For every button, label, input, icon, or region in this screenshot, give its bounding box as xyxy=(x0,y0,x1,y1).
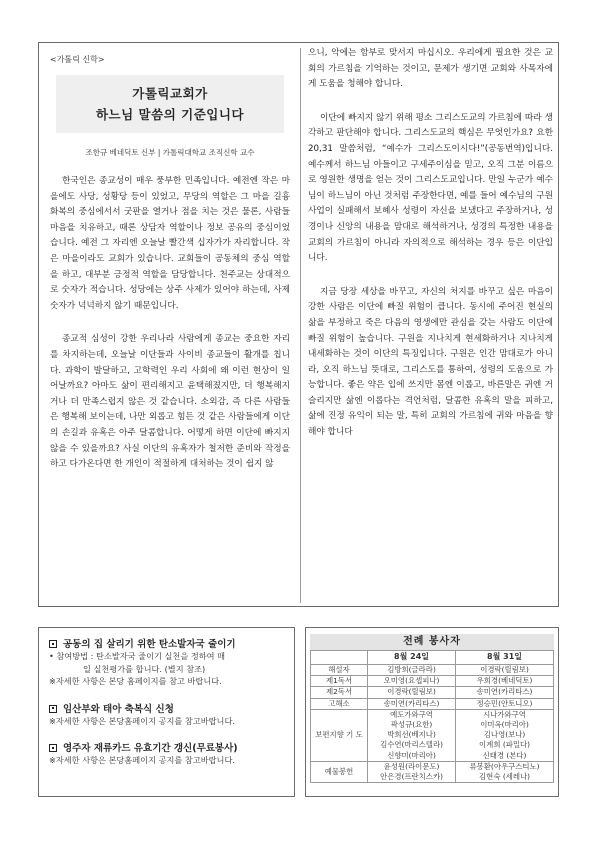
square-bullet-icon xyxy=(49,705,57,713)
notice-title: 공동의 집 살리기 위한 탄소발자국 줄이기 xyxy=(49,636,284,650)
roster-assignee xyxy=(368,665,456,676)
roster-name: 신태경 (본다) xyxy=(482,750,527,760)
roster-name: 김나영(보나) xyxy=(483,730,526,740)
roster-assignee xyxy=(456,665,554,676)
roster-row xyxy=(311,665,554,676)
roster-role: 고해소 xyxy=(311,698,368,709)
roster-header-date: 8월 24일 xyxy=(368,651,456,665)
notice-detail: • 참여방법 : 탄소발자국 줄이기 실천을 정하여 매 xyxy=(49,651,226,661)
roster-assignee xyxy=(368,709,456,761)
notice-title: 임산부와 태아 축복식 신청 xyxy=(49,701,284,715)
roster-assignee xyxy=(368,761,456,782)
roster-name: 이경락(릴림보) xyxy=(387,687,436,697)
liturgy-roster-panel xyxy=(305,627,559,797)
article-paragraph: 지금 당장 세상을 바꾸고, 자신의 처지를 바꾸고 싶은 마음이 강한 사람은 이단에 빠질 위험이 큽니다. 동시에 주어진 현실의 삶을 부정하고 죽은 다음의 영생에만 관심을 갖는 사람도 이단에 빠질 위험이 높습니다. 구원을 지나치게 현세화하거나 지나치게 내세화하는 것이 이단의 특징입니다. 구원은 인간 맘대로가 아니라, 오직 하느님 뜻대로, 그리스도를 통하여, 성령의 도움으로 가능합니다. 좋은 약은 입에 쓰지만 몸엔 이롭고, 바른말은 귀엔 거슬리지만 삶엔 이롭다는 격언처럼, 달콤한 유혹의 말을 피하고, 삶에 진정 유익이 되는 말, 특히 교회의 가르침에 귀와 마음을 향해야 합니다 xyxy=(308,286,553,438)
article-title-line-2: 하느님 말씀의 기준입니다 xyxy=(95,107,245,122)
article-right-column xyxy=(308,46,553,441)
article-title-box xyxy=(56,75,284,133)
roster-name: 송미연(카리타스) xyxy=(383,698,440,708)
roster-title: 전례 봉사자 xyxy=(310,634,554,650)
notice-panel xyxy=(38,627,295,797)
roster-role: 제1독서 xyxy=(311,676,368,687)
roster-role: 제2독서 xyxy=(311,687,368,698)
roster-role: 해설자 xyxy=(311,665,368,676)
roster-name: 신향미(마리아) xyxy=(387,750,436,760)
roster-assignee xyxy=(456,687,554,698)
notice-title: 영주자 재류카드 유효기간 갱신(무료봉사) xyxy=(49,740,284,754)
notice-detail: ※자세한 사항은 본당홈페이지 공지를 참고바랍니다. xyxy=(49,715,235,726)
article-category-tag: <가톨릭 신학> xyxy=(50,55,105,64)
roster-header-date: 8월 31일 xyxy=(456,651,554,665)
roster-name: 이미옥(마리아) xyxy=(480,720,529,730)
roster-assignee xyxy=(368,687,456,698)
roster-name: 김방희(글라라) xyxy=(387,665,436,674)
article-title-line-1: 가톨릭교회가 xyxy=(132,86,208,101)
roster-assignee xyxy=(368,676,456,687)
roster-name: 우희경(베네딕토) xyxy=(476,676,533,686)
roster-name: 정승민(안토니오) xyxy=(476,698,533,708)
roster-name: 박희선(베지나) xyxy=(387,730,436,740)
roster-row xyxy=(311,761,554,782)
roster-name: 김현숙 (세레나) xyxy=(479,772,530,782)
roster-name: 이계희 (파밀다) xyxy=(479,740,530,750)
notice-detail: 일 실천평가를 합니다. (별지 참조) xyxy=(83,663,206,674)
roster-role: 예물봉헌 xyxy=(311,761,368,782)
article-paragraph: 한국인은 종교성이 매우 풍부한 민족입니다. 예전엔 작은 마을에도 사당, 성황당 등이 있었고, 무당의 역할은 그 마을 길흉화복의 중심에서서 굿판을 열거나 점을 치는 것은 물론, 사람들 마음을 치유하고, 때론 상담자 역할이나 정보 공유의 중심이었습니다. 예전 그 자리엔 오늘날 빨간색 십자가가 자리합니다. 작은 마을이라도 교회가 있습니다. 교회들이 공동체의 중심 역할을 하고, 대부분 긍정적 역할을 담당합니다. 천주교는 상대적으로 숫자가 적습니다. 성당에는 상주 사제가 있어야 하는데, 사제 숫자가 넉넉하지 않기 때문입니다. xyxy=(50,176,290,311)
roster-assignee xyxy=(456,676,554,687)
square-bullet-icon xyxy=(49,744,57,752)
roster-name: 곽성규(요한) xyxy=(390,720,433,730)
roster-assignee xyxy=(456,698,554,709)
article-author: 조한규 베네딕토 신부 | 가톨릭대학교 조직신학 교수 xyxy=(85,148,255,157)
roster-name: 예도가와구역 xyxy=(390,709,433,719)
article-paragraph: 으니, 악에는 함부로 맞서지 마십시오. 우리에게 필요한 것은 교회의 가르침을 기억하는 것이고, 문제가 생기면 교회와 사목자에게 도움을 청해야 합니다. xyxy=(308,48,553,90)
article-paragraph: 종교적 심성이 강한 우리나라 사람에게 종교는 중요한 자리를 차지하는데, 오늘날 이단들과 사이비 종교들이 활개를 칩니다. 과학이 발달하고, 고학력인 우리 사회에 왜 이런 현상이 일어날까요? 아마도 삶이 편리해지고 윤택해졌지만, 더 행복해지거나 더 만족스럽지 않은 것 같습니다. 소외감, 즉 다른 사람들은 행복해 보이는데, 나만 외롭고 힘든 것 같은 사람들에게 이단의 손길과 유혹은 아주 달콤합니다. 어떻게 하면 이단에 빠지지 않을 수 있을까요? 사실 이단의 유혹자가 철저한 준비와 작정을 하고 다가온다면 한 개인이 적절하게 대처하는 것이 쉽지 않 xyxy=(50,334,290,470)
roster-row xyxy=(311,709,554,761)
roster-assignee xyxy=(368,698,456,709)
notice-detail: ※자세한 사항은 본당홈페이지 공지를 참고바랍니다. xyxy=(49,755,235,765)
roster-table xyxy=(310,650,554,783)
column-divider xyxy=(300,48,301,603)
roster-row xyxy=(311,687,554,698)
roster-name: 송미연(카리타스) xyxy=(476,687,533,697)
notice-detail: ※자세한 사항은 본당 홈페이지를 참고 바랍니다. xyxy=(49,676,222,686)
roster-name: 윤성원(라이문도) xyxy=(383,761,440,771)
roster-name: 시나가와구역 xyxy=(483,709,526,719)
roster-assignee xyxy=(456,709,554,761)
roster-name: 이경락(릴림보) xyxy=(480,665,529,674)
article-paragraph: 이단에 빠지지 않기 위해 평소 그리스도교의 가르침에 따라 생각하고 판단해야 합니다. 그리스도교의 핵심은 무엇인가요? 요한 20,31 말씀처럼, “예수가 그리스도이시다!”(공동번역)입니다. 예수께서 하느님 아들이고 구세주이심을 믿고, 오직 그분 이름으로 영원한 생명을 얻는 것이 그리스도교입니다. 만일 누군가 예수님이 하느님이 아닌 것처럼 주장한다면, 예를 들어 예수님의 구원 사업이 실패해서 보혜사 성령이 자신을 보냈다고 주장하거나, 성경이나 신앙의 내용을 맘대로 해석하거나, 성경의 특정한 내용을 교회의 가르침이 아니라 자의적으로 해석하는 경우 등은 이단입니다. xyxy=(308,112,553,264)
square-bullet-icon xyxy=(49,640,57,648)
roster-assignee xyxy=(456,761,554,782)
roster-name: 김수연(마리스텔라) xyxy=(380,740,443,750)
roster-name: 오미영(요셉피나) xyxy=(383,676,440,686)
article-left-column xyxy=(50,46,290,473)
roster-role: 보편지향 기 도 xyxy=(311,709,368,761)
roster-row xyxy=(311,698,554,709)
roster-row xyxy=(311,676,554,687)
roster-name: 류봉환(아우구스티노) xyxy=(469,761,540,771)
roster-name: 안은경(프란치스카) xyxy=(380,772,443,782)
roster-header-empty xyxy=(311,651,368,665)
